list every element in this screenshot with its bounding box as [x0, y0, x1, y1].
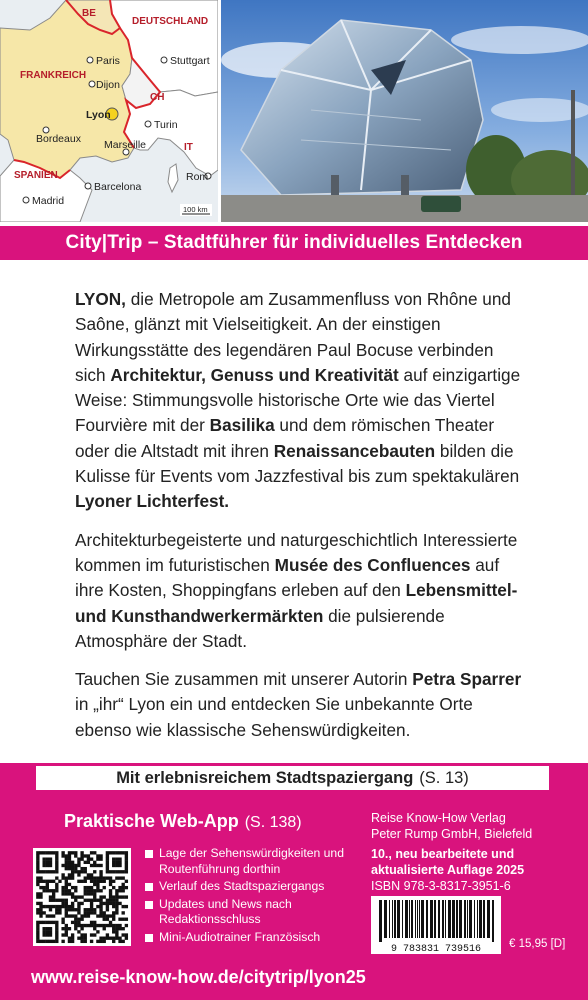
bullet-square-icon [145, 850, 153, 858]
body-text: auf einzigartige Weise: Stimmungsvolle historische Orte wie das Viertel Fourvière mit der [75, 364, 521, 436]
map-city-bordeaux: Bordeaux [36, 133, 81, 145]
blurb-paragraph-3 [75, 667, 525, 743]
map-country-it: IT [184, 142, 193, 153]
price-label: € 15,95 [D] [509, 938, 566, 950]
publisher-info [371, 811, 532, 842]
body-text: auf ihre Kosten, Shoppingfans erleben auf den [75, 554, 500, 601]
qr-code-icon[interactable] [33, 848, 131, 946]
emphasis-text: Musée des Confluences [274, 554, 471, 575]
feature-item: Updates und News nach Redaktionsschluss [145, 897, 345, 928]
emphasis-text: Architektur, Genuss und Kreativität [110, 364, 399, 385]
publisher-line-2: Peter Rump GmbH, Bielefeld [371, 826, 533, 841]
map-city-rom: Rom [186, 171, 209, 183]
feature-item: Verlauf des Stadtspaziergangs [145, 879, 345, 895]
edition-line-2: aktualisierte Auflage 2025 [371, 862, 525, 877]
barcode-digits: 9 783831 739516 [390, 944, 482, 954]
feature-list [145, 846, 345, 947]
emphasis-text: Basilika [209, 415, 275, 436]
webapp-page: (S. 138) [244, 814, 302, 831]
blurb-paragraph-2 [75, 528, 525, 654]
museum-photo [221, 0, 588, 222]
city-walk-page: (S. 13) [419, 768, 469, 787]
map-city-turin: Turin [154, 119, 178, 131]
body-text: die pulsierende Atmosphäre der Stadt. [75, 605, 445, 651]
map-city-dijon: Dijon [96, 79, 120, 91]
bullet-square-icon [145, 901, 153, 909]
body-text: die Metropole am Zusammenfluss von Rhône und Saône, glänzt mit Vielseitigkeit. An der einstigen Wirkungsstätte des legendären Paul Bocuse verbinden sich [75, 289, 511, 385]
map-city-barcelona: Barcelona [94, 181, 142, 193]
feature-item: Lage der Sehenswürdigkeiten und Routenführung dorthin [145, 846, 345, 877]
map-city-paris: Paris [96, 55, 120, 67]
map-city-stuttgart: Stuttgart [170, 55, 210, 67]
series-band [0, 226, 588, 260]
city-walk-label: Mit erlebnisreichem Stadtspaziergang [116, 768, 414, 787]
map-city-marseille: Marseille [104, 139, 147, 151]
body-text: Tauchen Sie zusammen mit unserer Autorin [75, 669, 413, 690]
bullet-square-icon [145, 934, 153, 942]
map-city-madrid: Madrid [32, 195, 65, 207]
map-country-deutschland: DEUTSCHLAND [132, 16, 209, 27]
bullet-square-icon [145, 883, 153, 891]
blurb-text [75, 287, 525, 756]
emphasis-text: Lebensmittel- und Kunsthandwerkermärkten [75, 580, 518, 626]
map-country-be: BE [82, 8, 96, 19]
webapp-label: Praktische Web-App [64, 811, 239, 831]
feature-item: Mini-Audiotrainer Französisch [145, 930, 345, 946]
body-text: Architekturbegeisterte und naturgeschichtlich Interessierte kommen im futuristischen [75, 529, 518, 575]
emphasis-text: LYON, [75, 289, 126, 309]
website-link[interactable]: www.reise-know-how.de/citytrip/lyon25 [31, 967, 366, 987]
body-text: und dem römischen Theater oder die Altstadt mit ihren [75, 415, 495, 461]
map-scale: 100 km [183, 205, 208, 214]
edition-info [371, 847, 524, 878]
blurb-paragraph-1 [75, 287, 525, 515]
emphasis-text: Lyoner Lichterfest. [75, 491, 230, 512]
series-tagline: City|Trip – Stadtführer für individuelles Entdecken [65, 232, 523, 253]
webapp-heading [64, 811, 302, 832]
isbn-number: ISBN 978-3-8317-3951-6 [371, 879, 511, 893]
map-country-frankreich: FRANKREICH [20, 70, 87, 81]
body-text: in „ihr“ Lyon ein und entdecken Sie unbekannte Orte ebenso wie klassische Sehenswürdigkeiten. [75, 694, 473, 740]
map-country-spanien: SPANIEN [14, 170, 58, 181]
barcode-icon [371, 896, 501, 954]
edition-line-1: 10., neu bearbeitete und [371, 847, 515, 861]
emphasis-text: Renaissancebauten [273, 440, 436, 461]
info-panel [0, 763, 588, 1000]
body-text: bilden die Kulisse für Events vom Jazzfestival bis zum spektakulären [75, 440, 520, 487]
overview-map [0, 0, 218, 222]
publisher-line-1: Reise Know-How Verlag [371, 811, 506, 825]
city-walk-box [33, 763, 552, 793]
map-city-lyon: Lyon [86, 109, 111, 121]
emphasis-text: Petra Sparrer [412, 669, 522, 690]
map-country-ch: CH [150, 92, 165, 103]
